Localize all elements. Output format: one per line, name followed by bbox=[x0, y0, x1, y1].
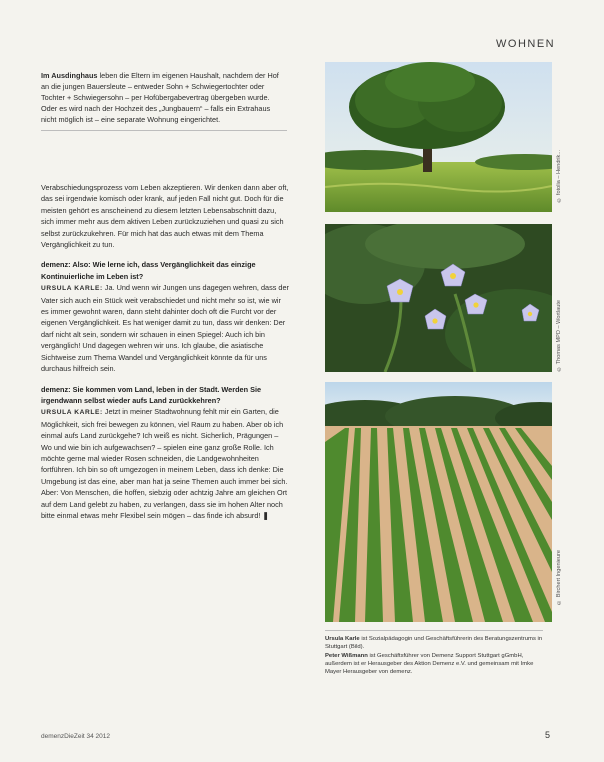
section-label: WOHNEN bbox=[496, 38, 556, 50]
photo-credit-1: © fotolia – Hendrik... bbox=[556, 150, 562, 203]
speaker-label: URSULA KARLE: bbox=[41, 285, 103, 293]
photo-tree-field bbox=[325, 62, 552, 212]
answer-2-text: Jetzt in meiner Stadtwohnung fehlt mir ein Garten, die Möglichkeit, sich frei bewegen zu können, viel Raum zu haben. Aber ob ich einmal aufs Land zurückgehe? Ich weiß es nicht. Sicherlich, Prägungen – Wo und wie bin ich aufgewachsen? – spielen eine ganz große Rolle. Ich möchte gerne mal wieder Rosen schneiden, die Landgewohnheiten fortführen. Ich bin so oft umgezogen in meinem Leben, dass ich denke: Die Umgebung ist das eine, aber man hat ja seine Themen auch immer bei sich. Aber: Von Menschen, die hoffen, siebzig oder achtzig Jahre am gleichen Ort auf dem Land gelebt zu haben, zu verlangen, dass sie im hohen Alter noch bitte einmal etwas mehr Flexibel sein mögen – das finde ich absurd! bbox=[41, 407, 288, 520]
photo-potato-field bbox=[325, 382, 552, 622]
photo-credit-3: © Birchert Ingenieure bbox=[556, 550, 562, 605]
speaker-label: URSULA KARLE: bbox=[41, 409, 103, 417]
caption-name-2: Peter Wißmann bbox=[325, 653, 368, 659]
article-body bbox=[41, 182, 289, 521]
caption-text-1: ist Sozialpädagogin und Geschäftsführerin des Beratungszentrums in Stuttgart (Bild). bbox=[325, 636, 543, 650]
footer-magazine: demenzDieZeit 34 2012 bbox=[41, 733, 111, 740]
caption-paragraph-1 bbox=[325, 635, 543, 651]
photo-credit-2: © Thomas MPD – Wortlaute bbox=[556, 300, 562, 372]
photo-caption bbox=[325, 630, 543, 677]
interview-answer-2 bbox=[41, 406, 289, 521]
article-intro: Verabschiedungsprozess vom Leben akzeptieren. Wir denken dann aber oft, das sei irgendwie komisch oder krank, auf jeden Fall nicht gut. Doch für die meisten gehört es anscheinend zu diesem letzten Lebensabschnitt dazu, sich immer mehr aus dem aktiven Leben zurückzuziehen und quasi zu sich selbst zurückzukehren. Für mich hat das auch etwas mit dem Thema Vergänglichkeit zu tun. bbox=[41, 183, 289, 250]
caption-name-1: Ursula Karle bbox=[325, 636, 360, 642]
info-box-lead: Im Ausdinghaus bbox=[41, 71, 98, 80]
end-mark: ❚ bbox=[262, 510, 269, 520]
caption-text-2: ist Geschäftsführer von Demenz Support Stuttgart gGmbH, außerdem ist er Herausgeber des Aktion Demenz e.V. und gemeinsam mit Imke Mayer Herausgeber von demenz. bbox=[325, 653, 534, 675]
info-box-text: leben die Eltern im eigenen Haushalt, nachdem der Hof an die jungen Bauersleute – entweder Sohn + Schwiegertochter oder Tochter + Schwiegersohn – per Hofübergabevertrag übergeben wurde. Oder es wird nach der Hochzeit des „Jungbauern“ – falls ein Extrahaus nicht möglich ist – eine separate Wohnung eingerichtet. bbox=[41, 71, 279, 124]
interview-question-2: demenz: Sie kommen vom Land, leben in der Stadt. Werden Sie irgendwann selbst wieder aufs Land zurückkehren? bbox=[41, 384, 262, 405]
answer-1-text: Ja. Und wenn wir Jungen uns dagegen wehren, dass der Vater sich auch ein Stück weit verabschiedet und nicht mehr so ist, wie wir es immer gewohnt waren, dann steht dahinter doch oft die Furcht vor der eigenen Vergänglichkeit. Es hat weniger damit zu tun, dass wir denken: Der darf nicht alt sein, sondern wir schauen in einen Spiegel: Auch ich bin vergänglich! Und dagegen wehren wir uns. Ich glaube, die asiatische Sichtweise zum Thema Wandel und Vergänglichkeit könnte da für uns durchaus hilfreich sein. bbox=[41, 283, 289, 374]
interview-answer-1 bbox=[41, 282, 289, 374]
photo-potato-blossoms bbox=[325, 224, 552, 372]
page-number: 5 bbox=[545, 730, 551, 740]
info-box bbox=[41, 70, 287, 131]
caption-paragraph-2 bbox=[325, 652, 543, 676]
interview-question-1: demenz: Also: Wie lerne ich, dass Vergänglichkeit das einzige Kontinuierliche im Leben ist? bbox=[41, 260, 256, 281]
